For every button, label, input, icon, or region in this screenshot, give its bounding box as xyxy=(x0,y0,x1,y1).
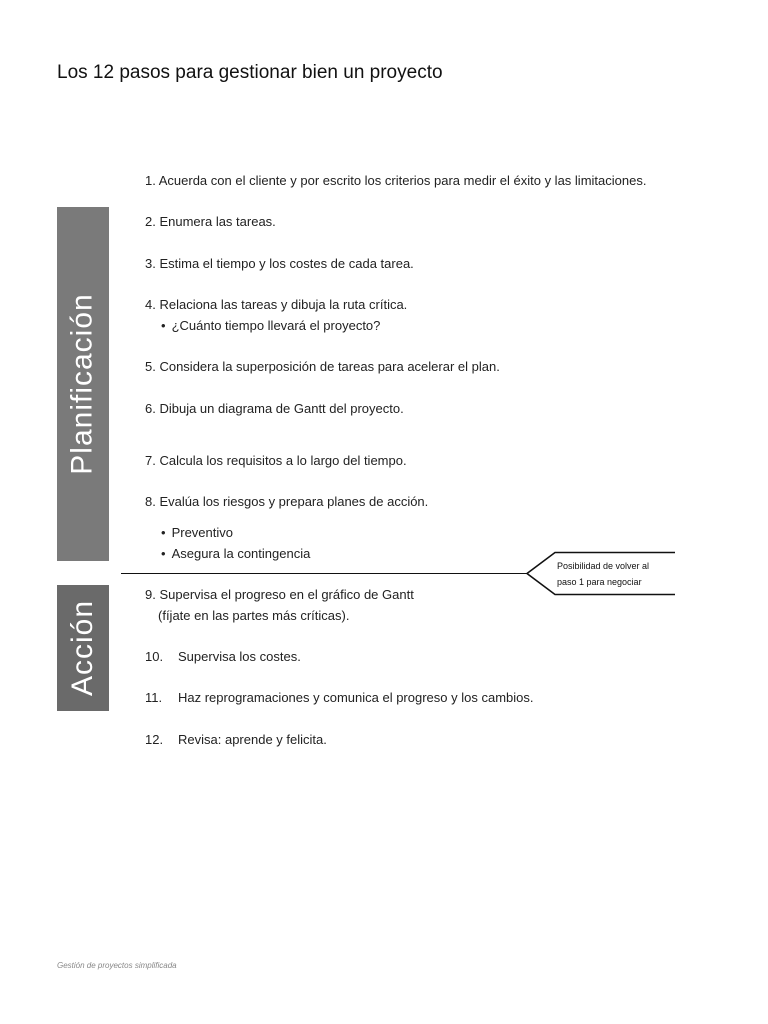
step-6: 6. Dibuja un diagrama de Gantt del proyecto. xyxy=(145,401,404,416)
step-2: 2. Enumera las tareas. xyxy=(145,214,276,229)
step-4: 4. Relaciona las tareas y dibuja la ruta crítica. xyxy=(145,297,408,312)
step-8-bullet-1: • Preventivo xyxy=(161,525,233,540)
return-note xyxy=(557,558,675,590)
step-8-bullet-2: • Asegura la contingencia xyxy=(161,546,310,561)
step-4-bullet-1: • ¿Cuánto tiempo llevará el proyecto? xyxy=(161,318,380,333)
page-footer: Gestión de proyectos simplificada xyxy=(57,961,177,970)
step-9-line-1: 9. Supervisa el progreso en el gráfico de Gantt xyxy=(145,587,414,602)
step-12-number: 12. xyxy=(145,732,164,747)
action-section-label: Acción xyxy=(66,599,100,697)
action-section-box xyxy=(57,585,109,711)
step-10-text: Supervisa los costes. xyxy=(178,649,301,664)
step-5: 5. Considera la superposición de tareas para acelerar el plan. xyxy=(145,359,500,374)
step-11-number: 11. xyxy=(145,690,163,705)
planning-action-divider xyxy=(121,573,527,574)
step-8: 8. Evalúa los riesgos y prepara planes de acción. xyxy=(145,494,429,509)
return-note-line-1: Posibilidad de volver al xyxy=(557,561,650,571)
step-10 xyxy=(145,649,301,664)
step-7: 7. Calcula los requisitos a lo largo del tiempo. xyxy=(145,453,407,468)
step-9-line-2: (fíjate en las partes más críticas). xyxy=(158,608,350,623)
return-note-line-2: paso 1 para negociar xyxy=(557,577,642,587)
step-10-number: 10. xyxy=(145,649,164,664)
step-11 xyxy=(145,690,534,705)
step-11-text: Haz reprogramaciones y comunica el progreso y los cambios. xyxy=(178,690,534,705)
planning-section-label: Planificación xyxy=(66,293,99,475)
planning-section-box xyxy=(57,207,109,561)
step-12 xyxy=(145,732,327,747)
page-title: Los 12 pasos para gestionar bien un proyecto xyxy=(57,62,443,83)
step-3: 3. Estima el tiempo y los costes de cada tarea. xyxy=(145,256,414,271)
step-12-text: Revisa: aprende y felicita. xyxy=(178,732,327,747)
step-1: 1. Acuerda con el cliente y por escrito los criterios para medir el éxito y las limitaciones. xyxy=(145,173,647,188)
